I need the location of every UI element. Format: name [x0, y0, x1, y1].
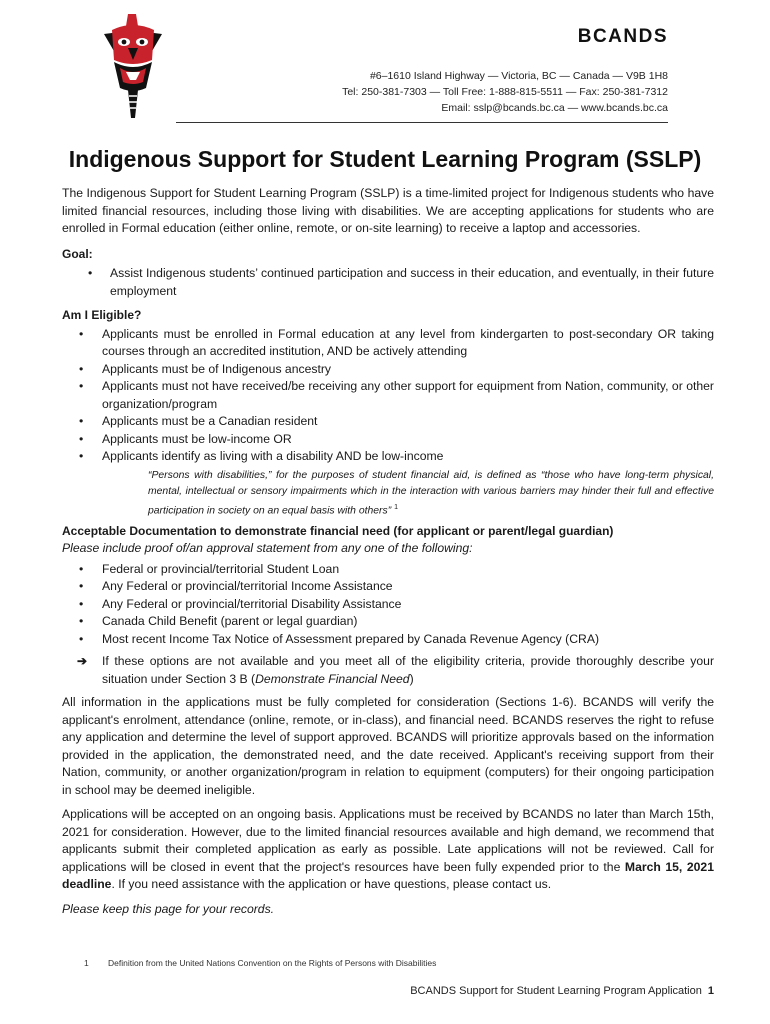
address-line: #6–1610 Island Highway — Victoria, BC — Canada — V9B 1H8	[369, 70, 668, 82]
footnote	[84, 958, 436, 968]
organization-name: BCANDS	[577, 26, 668, 47]
disability-definition-quote	[62, 468, 714, 519]
document-body	[62, 185, 714, 918]
eligibility-list	[62, 326, 714, 466]
list-item: • Applicants must be low-income OR	[62, 431, 714, 449]
document-title: Indigenous Support for Student Learning Program (SSLP)	[68, 146, 702, 172]
documentation-heading: Acceptable Documentation to demonstrate financial need (for applicant or parent/legal guardian)	[62, 523, 614, 538]
note-text-end: )	[409, 671, 414, 686]
quote-text: “Persons with disabilities,” for the purposes of student financial aid, is defined as “those who have long-term physical, mental, intellectual or sensory impairments which in the interaction with various barriers may hinder their full and effective participation in society on an equal basis with others”	[148, 469, 714, 516]
alternative-documentation-note	[62, 653, 714, 688]
documentation-subheading: Please include proof of/an approval statement from any one of the following:	[62, 541, 473, 556]
list-item: • Most recent Income Tax Notice of Assessment prepared by Canada Revenue Agency (CRA)	[62, 631, 714, 649]
list-item: • Assist Indigenous students’ continued participation and success in their education, and eventually, in their future employment	[62, 265, 714, 300]
contact-block	[342, 68, 668, 116]
list-item: • Federal or provincial/territorial Student Loan	[62, 561, 714, 579]
page-number: 1	[707, 985, 714, 997]
email-line: Email: sslp@bcands.bc.ca — www.bcands.bc.ca	[441, 102, 668, 114]
header-divider	[176, 122, 668, 123]
page-footer	[410, 985, 714, 997]
footer-title: BCANDS Support for Student Learning Program Application	[410, 985, 702, 997]
eligibility-heading: Am I Eligible?	[62, 308, 142, 322]
deadline-text-start: Applications will be accepted on an ongoing basis. Applications must be received by BCANDS no later than March 15th, 2021 for consideration. However, due to the limited financial resources available and high demand, we recommend that applicants submit their completed application as early as possible. Late applications will not be reviewed. Call for applications will be closed in event that the project's resources have been fully expended prior to the	[62, 807, 714, 874]
goal-heading: Goal:	[62, 246, 93, 261]
list-item: • Canada Child Benefit (parent or legal guardian)	[62, 613, 714, 631]
note-section-name: Demonstrate Financial Need	[255, 671, 410, 686]
list-item: • Applicants must be of Indigenous ancestry	[62, 361, 714, 379]
list-item: • Any Federal or provincial/territorial Disability Assistance	[62, 596, 714, 614]
documentation-list	[62, 561, 714, 649]
keep-records-note: Please keep this page for your records.	[62, 901, 275, 916]
review-paragraph: All information in the applications must be fully completed for consideration (Sections 1-6). BCANDS will verify the applicant's enrolment, attendance (online, remote, or in-class), and financial need. BCANDS reserves the right to refuse any application and determine the level of support approved. BCANDS will prioritize approvals based on the information provided in the application, the demonstrated need, and the date received. Applicant's receiving support from their Nation, community, or another organization/program in relation to equipment (computers) for their ongoing participation in school may be deemed ineligible.	[62, 695, 714, 797]
list-item: • Applicants identify as living with a disability AND be low-income	[62, 448, 714, 466]
goal-list	[62, 265, 714, 300]
footnote-number: 1	[84, 958, 89, 968]
list-item: • Applicants must be a Canadian resident	[62, 413, 714, 431]
deadline-text-end: . If you need assistance with the application or have questions, please contact us.	[111, 877, 552, 892]
list-item: • Applicants must not have received/be receiving any other support for equipment from Nation, community, or other organization/program	[62, 378, 714, 413]
deadline-date: March 15, 2021 deadline	[62, 859, 714, 892]
phone-line: Tel: 250-381-7303 — Toll Free: 1-888-815-5511 — Fax: 250-381-7312	[342, 86, 668, 98]
bcands-logo	[98, 12, 168, 124]
footnote-text: Definition from the United Nations Convention on the Rights of Persons with Disabilities	[108, 958, 437, 968]
intro-paragraph: The Indigenous Support for Student Learning Program (SSLP) is a time-limited project for Indigenous students who have limited financial resources, including those living with disabilities. We are accepting applications for students who are enrolled in Formal education (either online, remote, or on-site learning) to receive a laptop and accessories.	[62, 186, 714, 235]
list-item: • Any Federal or provincial/territorial Income Assistance	[62, 578, 714, 596]
deadline-paragraph	[62, 806, 714, 894]
footnote-reference: 1	[394, 503, 398, 511]
right-arrow-icon: ➔	[77, 654, 88, 669]
list-item: • Applicants must be enrolled in Formal education at any level from kindergarten to post-secondary OR taking courses through an accredited institution, AND be actively attending	[62, 326, 714, 361]
note-text-start: If these options are not available and you meet all of the eligibility criteria, provide thoroughly describe your situation under Section 3 B (	[102, 654, 714, 686]
